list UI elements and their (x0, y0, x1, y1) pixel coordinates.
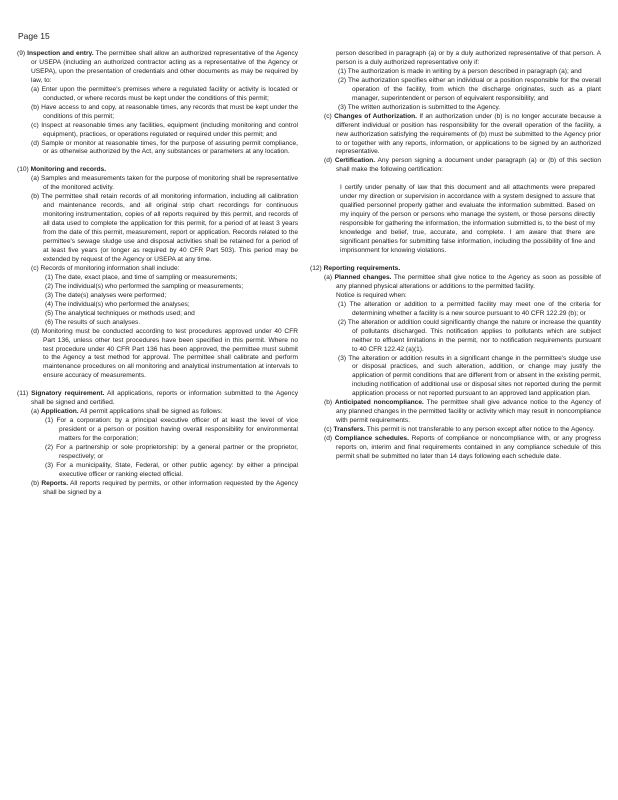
item-text: Reports of compliance or noncompliance with, or any progress reports on, interim and final requirements contained in any compliance schedule of this permit shall be submitted no later than 14 days following each schedule date. (336, 435, 601, 460)
section-9-item-b (17, 104, 298, 122)
section-12-a-item-1 (310, 301, 601, 319)
item-title: Transfers. (333, 426, 366, 434)
item-marker: (1) (338, 300, 347, 308)
section-12-item-d (310, 435, 601, 462)
section-11-item-c (310, 113, 601, 158)
item-marker: (4) (45, 300, 54, 308)
section-11-intro (17, 390, 298, 408)
item-marker: (d) (324, 157, 333, 165)
item-title: Planned changes. (334, 273, 392, 281)
section-11-b-item-1 (310, 68, 601, 77)
section-11-b-continued: person described in paragraph (a) or by a duly authorized representative of that person. A person is a duly authorized representative only if: (336, 50, 601, 66)
item-marker: (a) (31, 408, 40, 416)
item-text: Samples and measurements taken for the purpose of monitoring shall be representative of the monitored activity. (40, 175, 298, 192)
section-9-number: (9) (17, 50, 26, 57)
section-10-number: (10) (17, 166, 29, 174)
section-11-a-item-1 (17, 417, 298, 444)
item-marker: (c) (324, 426, 332, 434)
left-column (17, 50, 298, 498)
item-marker: (c) (31, 264, 39, 272)
item-marker: (2) (338, 318, 347, 326)
section-12-number: (12) (310, 264, 322, 272)
page-number: Page 15 (18, 31, 50, 41)
item-text: For a partnership or sole proprietorship: by a general partner or the proprietor, respectively; or (56, 444, 298, 460)
item-text: Any person signing a document under paragraph (a) or (b) of this section shall make the following certification: (336, 157, 602, 174)
section-10-heading (17, 166, 298, 175)
section-9-intro (17, 50, 298, 86)
item-text: The alteration or addition could significantly change the nature or increase the quantity of pollutants discharged. This notification applies to pollutants which are subject neither to effluent limitations in the permit, nor to notification requirements pursuant to 40 CFR 122.42 (a)(1). (347, 318, 601, 353)
section-10-c-item-4 (17, 301, 298, 310)
item-marker: (b) (31, 479, 40, 487)
item-title: Compliance schedules. (334, 435, 409, 443)
item-text: Enter upon the permittee's premises where a regulated facility or activity is located or conducted, or where records must be kept under the conditions of this permit; (41, 85, 298, 102)
item-text: Sample or monitor at reasonable times, for the purpose of assuring permit compliance, or as otherwise authorized by the Act, any substances or parameters at any location. (41, 139, 298, 156)
item-title: Anticipated noncompliance. (334, 399, 424, 407)
section-12-title: Reporting requirements. (323, 264, 401, 272)
item-text: For a corporation: by a principal executive officer of at least the level of vice president or a person or position having overall responsibility for environmental matters for the corporation; (56, 417, 298, 443)
item-text: The permittee shall retain records of all monitoring information, including all calibration and maintenance records, and all original strip chart recordings for continuous monitoring instrumentation, copies of all reports required by this permit, and records of all data used to complete the application for this permit, for a period of at least 3 years from the date of this permit, measurement, report or application. Records related to the permittee's sewage sludge use and disposal activities shall be retained for a period of at least five years (or longer as required by 40 CFR Part 503). This period may be extended by request of the Agency or USEPA at any time. (41, 193, 298, 263)
section-9-item-d (17, 140, 298, 158)
item-text: The date(s) analyses were performed; (54, 291, 167, 299)
certification-statement: I certify under penalty of law that this document and all attachments were prepared under my direction or supervision in accordance with a system designed to assure that qualified personnel properly gather and evaluate the information submitted. Based on my inquiry of the person or persons who manage the system, or those persons directly responsible for gathering the information, the information submitted is, to the best of my knowledge and belief, true, accurate, and complete. I am aware that there are significant penalties for submitting false information, including the possibility of fine and imprisonment for knowing violations. (340, 184, 595, 255)
section-9-item-a (17, 86, 298, 104)
item-marker: (2) (45, 282, 54, 290)
item-text: The individual(s) who performed the analyses; (54, 300, 190, 308)
right-column (310, 50, 601, 462)
section-10-item-b (17, 193, 298, 265)
item-text: The results of such analyses. (54, 318, 141, 326)
item-text: The individual(s) who performed the sampling or measurements; (54, 282, 244, 290)
item-marker: (5) (45, 309, 54, 317)
item-marker: (6) (45, 318, 54, 326)
item-text: The permittee shall give notice to the Agency as soon as possible of any planned physical alterations or additions to the permitted facility. (336, 273, 601, 290)
section-10-item-d (17, 328, 298, 382)
item-marker: (1) (45, 417, 54, 425)
section-12-a-notice: Notice is required when: (336, 291, 407, 299)
section-11-number: (11) (17, 390, 29, 398)
item-marker: (a) (31, 85, 40, 93)
item-marker: (1) (45, 273, 54, 281)
section-10-item-c (17, 265, 298, 274)
item-text: This permit is not transferable to any person except after notice to the Agency. (366, 426, 595, 434)
section-10-c-item-5 (17, 310, 298, 319)
item-text: The date, exact place, and time of sampling or measurements; (54, 273, 238, 281)
section-10-item-a (17, 175, 298, 193)
item-marker: (3) (45, 461, 54, 469)
item-title: Application. (40, 408, 79, 416)
item-text: The authorization specifies either an individual or a position responsible for the overall operation of the facility, from which the discharge originates, such as a plant manager, superintendent or person of equivalent responsibility; and (348, 76, 601, 102)
item-marker: (3) (338, 103, 347, 111)
section-9-title: Inspection and entry. (27, 50, 94, 57)
section-11-b-item-3 (310, 104, 601, 113)
section-9-text: The permittee shall allow an authorized representative of the Agency or USEPA (including an authorized contractor acting as a representative of the Agency or USEPA), upon the presentation of credentials and other documents as may be required by law, to: (31, 50, 299, 84)
item-text: Monitoring must be conducted according to test procedures approved under 40 CFR Part 136, unless other test procedures have been specified in this permit. Where no test procedure under 40 CFR Part 136 has been approved, the permittee must submit to the Agency a test method for approval. The permittee shall calibrate and perform maintenance procedures on all monitoring and analytical instrumentation at intervals to ensure accuracy of measurements. (41, 327, 298, 380)
section-11-b-item-2 (310, 77, 601, 104)
item-text: Records of monitoring information shall include: (40, 264, 180, 272)
section-10-c-item-2 (17, 283, 298, 292)
item-text: All permit applications shall be signed as follows: (80, 408, 223, 416)
item-marker: (b) (31, 103, 40, 111)
item-marker: (b) (324, 399, 333, 407)
item-text: The alteration or addition to a permitted facility may meet one of the criteria for determining whether a facility is a new source pursuant to 40 CFR 122.29 (b); or (349, 300, 601, 317)
section-9-item-c (17, 122, 298, 140)
item-marker: (d) (31, 139, 40, 147)
item-title: Reports. (41, 479, 69, 487)
item-text: The authorization is made in writing by a person described in paragraph (a); and (347, 67, 582, 75)
item-marker: (2) (338, 76, 347, 84)
section-11-text: All applications, reports or information submitted to the Agency shall be signed and certified. (31, 390, 298, 407)
item-marker: (d) (324, 435, 333, 443)
item-text: The permittee shall give advance notice to the Agency of any planned changes in the permitted facility or activity which may result in noncompliance with permit requirements. (336, 399, 601, 425)
section-12-heading (310, 265, 601, 274)
item-text: For a municipality, State, Federal, or other public agency: by either a principal executive officer or ranking elected official. (56, 461, 298, 478)
item-marker: (a) (324, 273, 333, 281)
section-12-a-item-2 (310, 319, 601, 355)
section-12-a-item-3 (310, 355, 601, 400)
item-text: The analytical techniques or methods used; and (54, 309, 195, 317)
section-11-a-item-3 (17, 462, 298, 480)
item-marker: (a) (31, 175, 40, 183)
section-10-c-item-6 (17, 319, 298, 328)
item-text: Inspect at reasonable times any facilities, equipment (including monitoring and control equipment), practices, or operations regulated or required under this permit; and (41, 121, 298, 138)
item-marker: (b) (31, 193, 40, 201)
item-text: The written authorization is submitted to the Agency. (347, 103, 501, 111)
section-10-c-item-3 (17, 292, 298, 301)
section-11-title: Signatory requirement. (31, 390, 105, 398)
section-12-item-a (310, 274, 601, 292)
item-marker: (3) (45, 291, 54, 299)
item-marker: (c) (324, 112, 332, 120)
section-11-item-b (17, 480, 298, 498)
item-text: All reports required by permits, or other information requested by the Agency shall be signed by a (43, 479, 299, 496)
item-title: Changes of Authorization. (334, 112, 417, 120)
section-12-item-b (310, 399, 601, 426)
section-11-item-a (17, 408, 298, 417)
item-title: Certification. (334, 157, 376, 165)
section-10-c-item-1 (17, 274, 298, 283)
section-10-title: Monitoring and records. (30, 166, 107, 174)
item-marker: (c) (31, 121, 39, 129)
item-marker: (d) (31, 327, 40, 335)
section-12-item-c (310, 426, 601, 435)
item-text: The alteration or addition results in a significant change in the permittee's sludge use or disposal practices, and such alteration, addition, or change may justify the application of permit conditions that are different from or absent in the existing permit, including notification of additional use or disposal sites not reported during the permit application process or not reported pursuant to an approved land application plan. (348, 354, 601, 398)
item-marker: (2) (45, 444, 54, 452)
item-marker: (3) (338, 354, 347, 362)
section-11-a-item-2 (17, 444, 298, 462)
item-text: If an authorization under (b) is no longer accurate because a different individual or position has responsibility for the overall operation of the facility, a new authorization satisfying the requirements of (b) must be submitted to the Agency prior to or together with any reports, information, or applications to be signed by an authorized representative. (336, 112, 601, 156)
item-text: Have access to and copy, at reasonable times, any records that must be kept under the conditions of this permit; (41, 103, 299, 120)
section-11-item-d (310, 157, 601, 175)
item-marker: (1) (338, 67, 347, 75)
